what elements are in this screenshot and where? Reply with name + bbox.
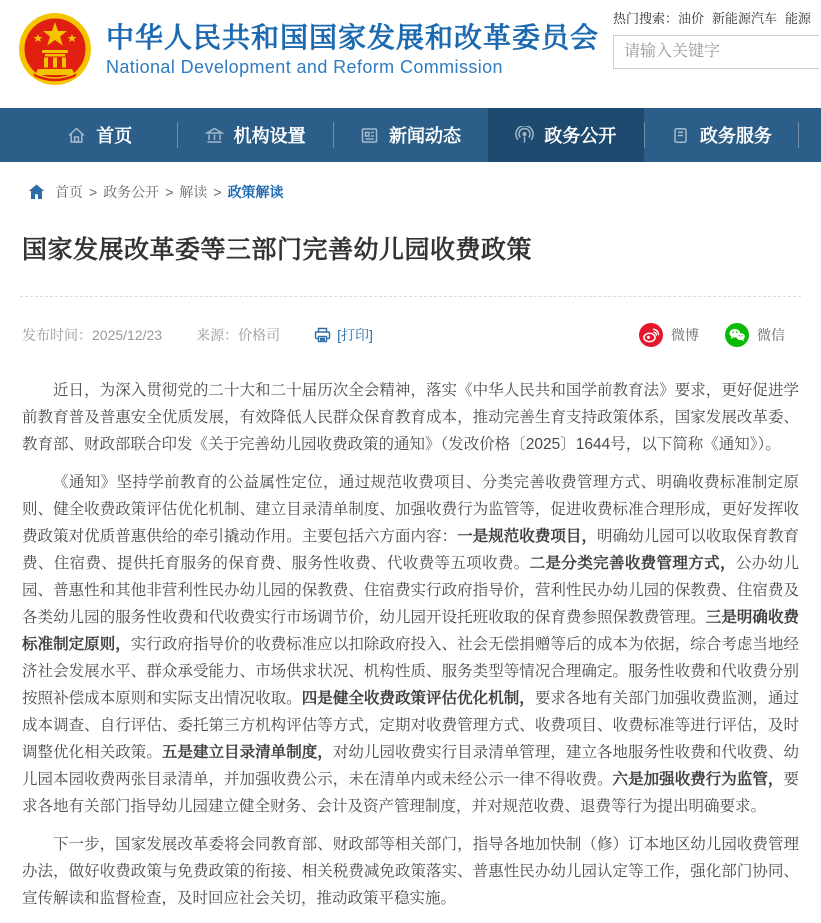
breadcrumb-item-gov-info[interactable]: 政务公开	[103, 184, 160, 200]
article-body	[22, 377, 799, 912]
document-icon	[671, 126, 690, 145]
header-search-area	[613, 8, 821, 69]
nav-item-news[interactable]	[333, 108, 488, 162]
hot-search-label: 热门搜索：	[613, 11, 679, 26]
bank-icon	[205, 126, 224, 145]
broadcast-icon	[515, 126, 534, 145]
source	[196, 325, 280, 345]
breadcrumb-item-interpretation[interactable]: 解读	[179, 184, 208, 200]
article-paragraph: 下一步，国家发展改革委将会同教育部、财政部等相关部门，指导各地加快制（修）订本地区幼儿园收费管理办法，做好收费政策与免费政策的衔接、相关税费减免政策落实、普惠性民办幼儿园认定等工作，强化部门协同、宣传解读和监督检查，及时回应社会关切，推动政策平稳实施。	[22, 836, 799, 907]
site-brand	[18, 12, 599, 86]
article-title: 国家发展改革委等三部门完善幼儿园收费政策	[22, 236, 533, 264]
nav-item-label: 政务公开	[544, 126, 617, 146]
share-group	[639, 323, 785, 347]
nav-item-home[interactable]	[22, 108, 177, 162]
nav-item-label: 新闻动态	[389, 126, 462, 146]
print-label: [打印]	[337, 327, 373, 343]
weibo-icon	[639, 323, 663, 347]
publish-time-label: 发布时间：	[22, 327, 92, 343]
article-paragraph: 《通知》坚持学前教育的公益属性定位，通过规范收费项目、分类完善收费管理方式、明确收费标准制定原则、健全收费政策评估优化机制、建立目录清单制度、加强收费行为监管等，促进收费标准合理形成，更好发挥收费政策对优质普惠供给的牵引撬动作用。主要包括六方面内容：一是规范收费项目，明确幼儿园可以收取保育教育费、住宿费、提供托育服务的保育费、服务性收费、代收费等五项收费。二是分类完善收费管理方式，公办幼儿园、普惠性和其他非营利性民办幼儿园的保教费、住宿费实行政府指导价，营利性民办幼儿园的保教费、住宿费及各类幼儿园的服务性收费和代收费实行市场调节价，幼儿园开设托班收取的保育费参照保教费管理。三是明确收费标准制定原则，实行政府指导价的收费标准应以扣除政府投入、社会无偿捐赠等后的成本为依据，综合考虑当地经济社会发展水平、群众承受能力、市场供求状况、机构性质、服务类型等情况合理确定。服务性收费和代收费分别按照补偿成本原则和实际支出情况收取。四是健全收费政策评估优化机制，要求各地有关部门加强收费监测，通过成本调查、自行评估、委托第三方机构评估等方式，定期对收费管理方式、收费项目、收费标准等进行评估，及时调整优化相关政策。五是建立目录清单制度，对幼儿园收费实行目录清单管理，建立各地服务性收费和代收费、幼儿园本园收费两张目录清单，并加强收费公示，未在清单内或未经公示一律不得收费。六是加强收费行为监管，要求各地有关部门指导幼儿园建立健全财务、会计及资产管理制度，并对规范收费、退费等行为提出明确要求。	[22, 474, 799, 815]
share-wechat-label: 微信	[757, 327, 785, 343]
publish-time	[22, 325, 162, 345]
print-button[interactable]	[314, 325, 373, 345]
breadcrumb	[0, 162, 821, 216]
breadcrumb-separator: >	[213, 184, 222, 200]
share-wechat-button[interactable]	[725, 323, 785, 347]
wechat-icon	[725, 323, 749, 347]
breadcrumb-item-home[interactable]: 首页	[55, 184, 83, 200]
hot-search-link-oil[interactable]: 油价	[678, 11, 705, 26]
site-title-en: National Development and Reform Commission	[106, 56, 503, 77]
source-label: 来源：	[196, 327, 239, 343]
article	[0, 230, 821, 912]
breadcrumb-separator: >	[89, 184, 98, 200]
source-value: 价格司	[238, 327, 281, 343]
share-weibo-label: 微博	[671, 327, 699, 343]
printer-icon	[314, 327, 331, 343]
breadcrumb-home-icon[interactable]	[28, 184, 45, 200]
breadcrumb-separator: >	[165, 184, 174, 200]
hot-search-link-nev[interactable]: 新能源汽车	[712, 11, 778, 26]
article-meta	[22, 323, 799, 347]
share-weibo-button[interactable]	[639, 323, 699, 347]
breadcrumb-item-policy-interpretation[interactable]: 政策解读	[227, 184, 284, 200]
hot-search-link-energy[interactable]: 能源	[785, 11, 812, 26]
national-emblem-icon	[18, 12, 92, 86]
site-header	[0, 0, 821, 108]
home-icon	[67, 126, 86, 145]
nav-item-orgs[interactable]	[177, 108, 332, 162]
site-title-cn: 中华人民共和国国家发展和改革委员会	[106, 21, 600, 53]
main-nav	[0, 108, 821, 162]
nav-item-gov-services[interactable]	[644, 108, 799, 162]
site-titles	[106, 21, 599, 78]
publish-time-value: 2025/12/23	[92, 327, 163, 343]
nav-item-label: 机构设置	[233, 126, 306, 146]
nav-item-label: 政务服务	[699, 126, 772, 146]
search-input[interactable]	[613, 35, 819, 69]
hot-search	[613, 8, 821, 27]
article-paragraph: 近日，为深入贯彻党的二十大和二十届历次全会精神，落实《中华人民共和国学前教育法》要求，更好促进学前教育普及普惠安全优质发展，有效降低人民群众保育教育成本，推动完善生育支持政策体系，国家发展改革委、教育部、财政部联合印发《关于完善幼儿园收费政策的通知》（发改价格〔2025〕1644号，以下简称《通知》）。	[22, 382, 799, 453]
nav-item-gov-info[interactable]	[488, 108, 643, 162]
nav-item-label: 首页	[96, 126, 133, 146]
news-icon	[360, 126, 379, 145]
title-divider	[20, 296, 801, 297]
